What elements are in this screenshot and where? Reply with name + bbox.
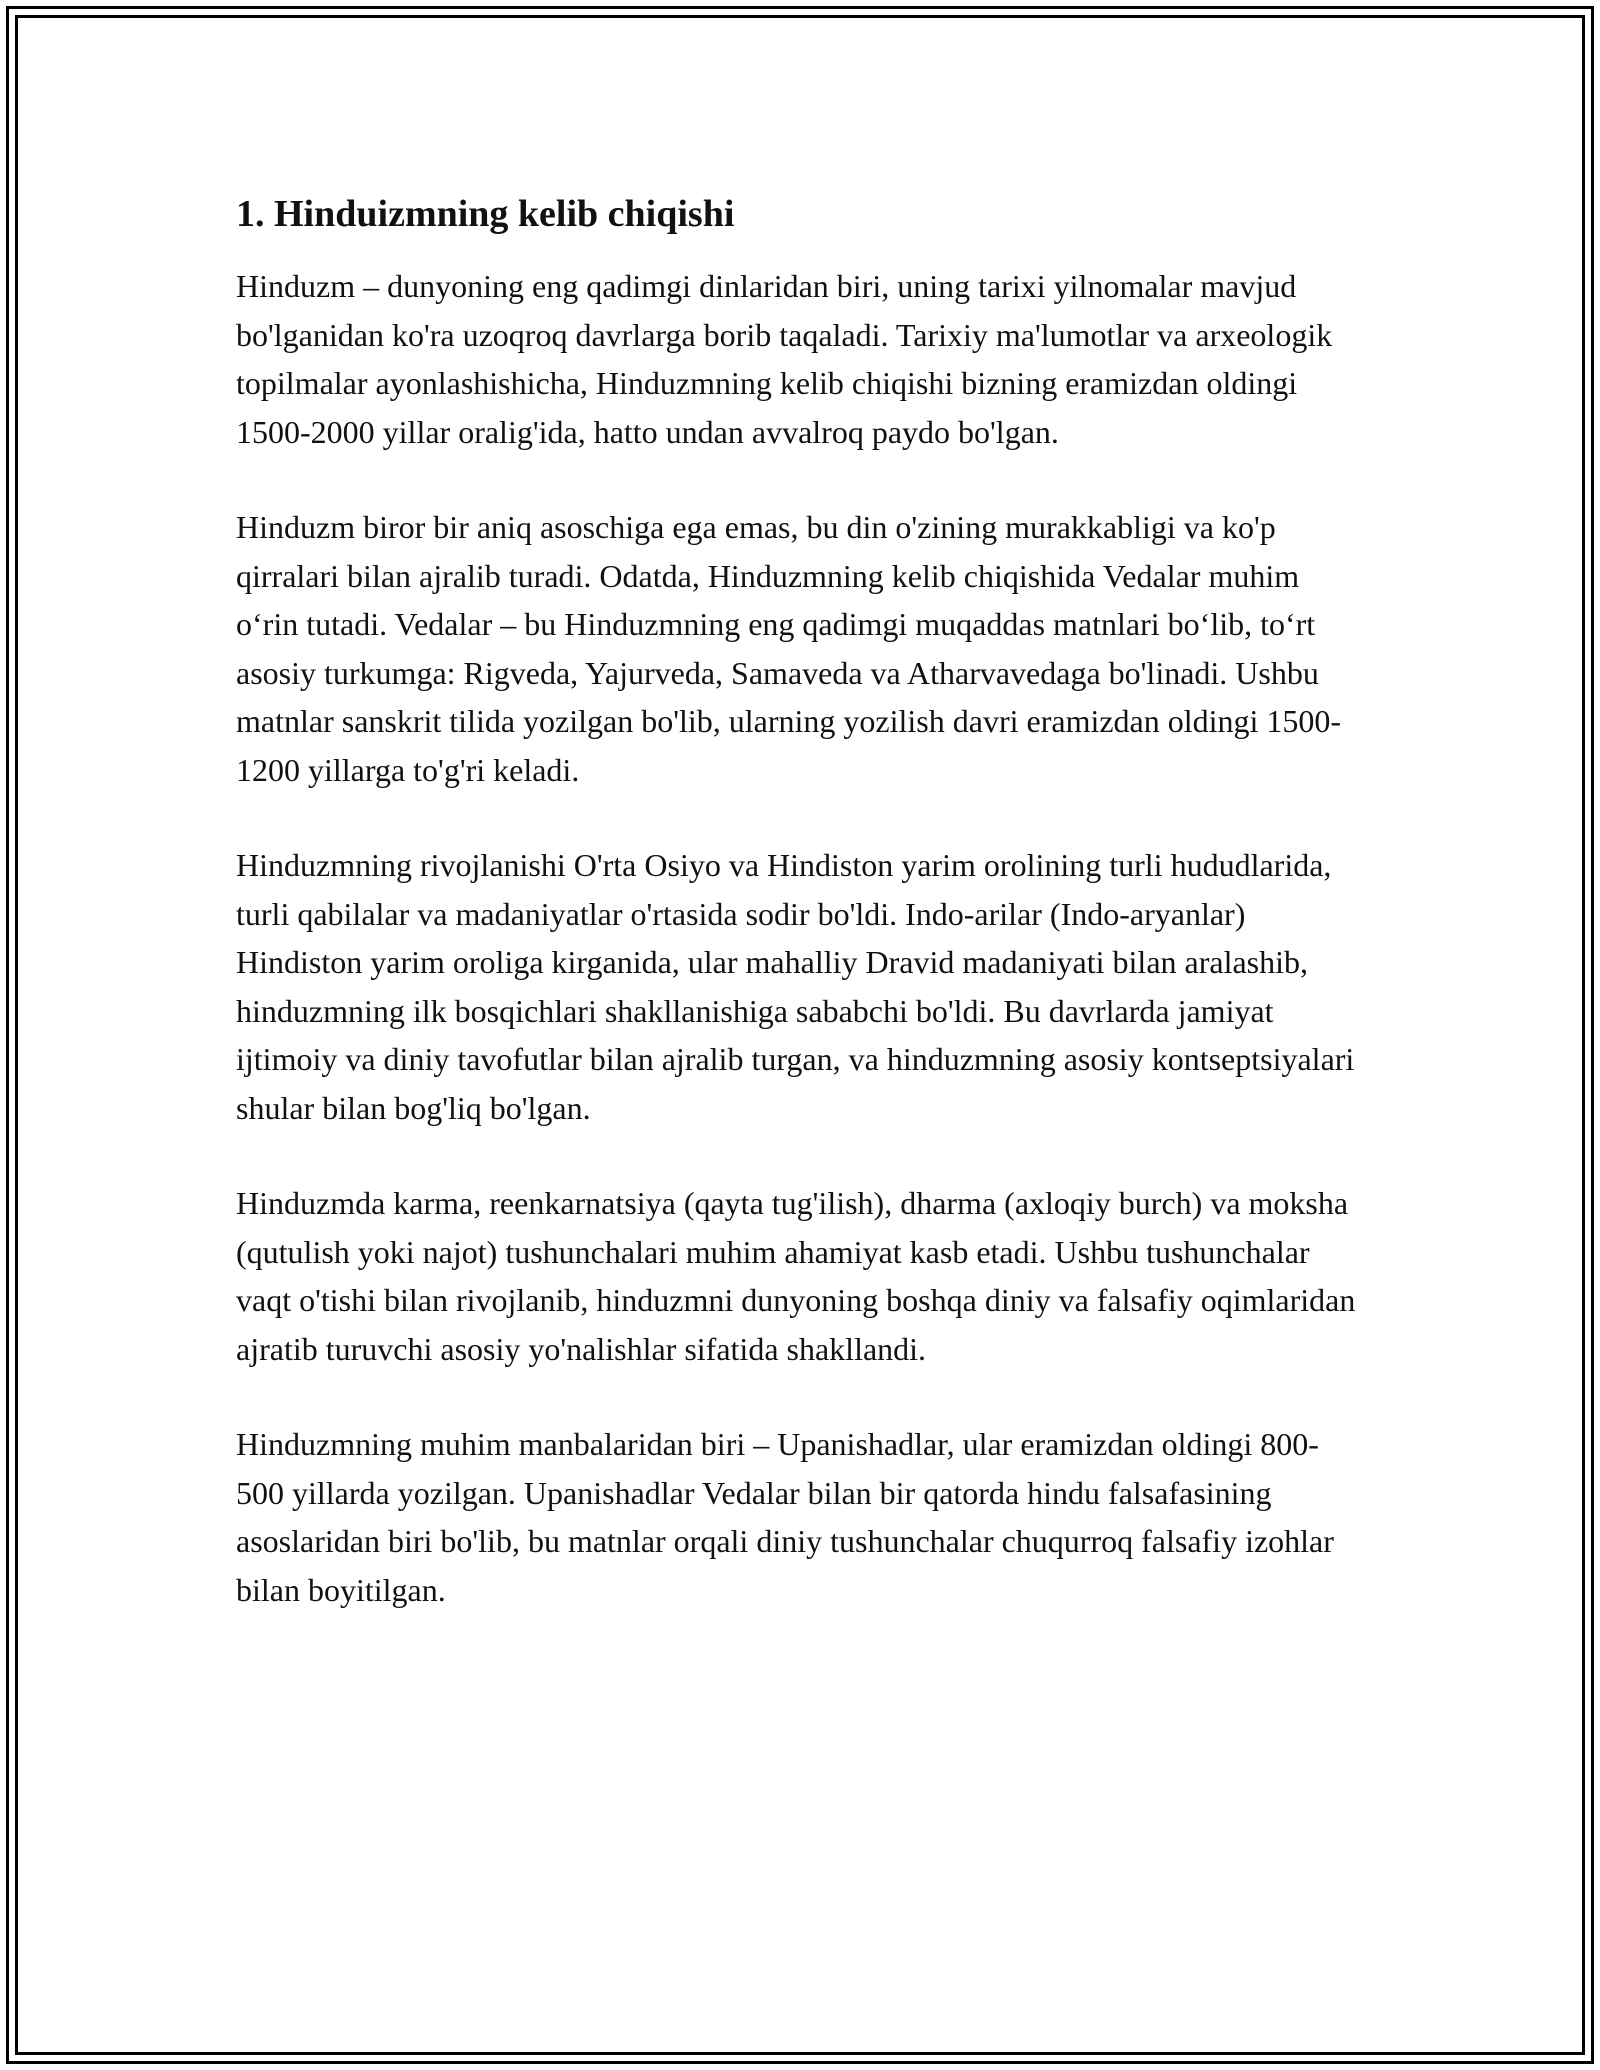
paragraph-core-concepts: Hinduzmda karma, reenkarnatsiya (qayta tug'ilish), dharma (axloqiy burch) va moksha (qutulish yoki najot) tushunchalari muhim ahamiyat kasb etadi. Ushbu tushunchalar vaqt o'tishi bilan rivojlanib, hinduzmni dunyoning boshqa diniy va falsafiy oqimlaridan ajratib turuvchi asosiy yo'nalishlar sifatida shakllandi. bbox=[236, 1185, 1356, 1367]
section-heading: 1. Hinduizmning kelib chiqishi bbox=[236, 193, 735, 235]
paragraph-origins-overview: Hinduzm – dunyoning eng qadimgi dinlaridan biri, uning tarixi yilnomalar mavjud bo'lganidan ko'ra uzoqroq davrlarga borib taqaladi. Tarixiy ma'lumotlar va arxeologik topilmalar ayonlashishicha, Hinduzmning kelib chiqishi bizning eramizdan oldingi 1500-2000 yillar oralig'ida, hatto undan avvalroq paydo bo'lgan. bbox=[236, 268, 1333, 450]
document-body bbox=[236, 186, 1386, 1661]
paragraph-vedas: Hinduzm biror bir aniq asoschiga ega emas, bu din o'zining murakkabligi va ko'p qirralari bilan ajralib turadi. Odatda, Hinduzmning kelib chiqishida Vedalar muhim o‘rin tutadi. Vedalar – bu Hinduzmning eng qadimgi muqaddas matnlari bo‘lib, to‘rt asosiy turkumga: Rigveda, Yajurveda, Samaveda va Atharvavedaga bo'linadi. Ushbu matnlar sanskrit tilida yozilgan bo'lib, ularning yozilish davri eramizdan oldingi 1500-1200 yillarga to'g'ri keladi. bbox=[236, 509, 1342, 788]
paragraph-development: Hinduzmning rivojlanishi O'rta Osiyo va Hindiston yarim orolining turli hududlarida, turli qabilalar va madaniyatlar o'rtasida sodir bo'ldi. Indo-arilar (Indo-aryanlar) Hindiston yarim oroliga kirganida, ular mahalliy Dravid madaniyati bilan aralashib, hinduzmning ilk bosqichlari shakllanishiga sababchi bo'ldi. Bu davrlarda jamiyat ijtimoiy va diniy tavofutlar bilan ajralib turgan, va hinduzmning asosiy kontseptsiyalari shular bilan bog'liq bo'lgan. bbox=[236, 847, 1355, 1126]
paragraph-upanishads: Hinduzmning muhim manbalaridan biri – Upanishadlar, ular eramizdan oldingi 800-500 yillarda yozilgan. Upanishadlar Vedalar bilan bir qatorda hindu falsafasining asoslaridan biri bo'lib, bu matnlar orqali diniy tushunchalar chuqurroq falsafiy izohlar bilan boyitilgan. bbox=[236, 1426, 1334, 1608]
